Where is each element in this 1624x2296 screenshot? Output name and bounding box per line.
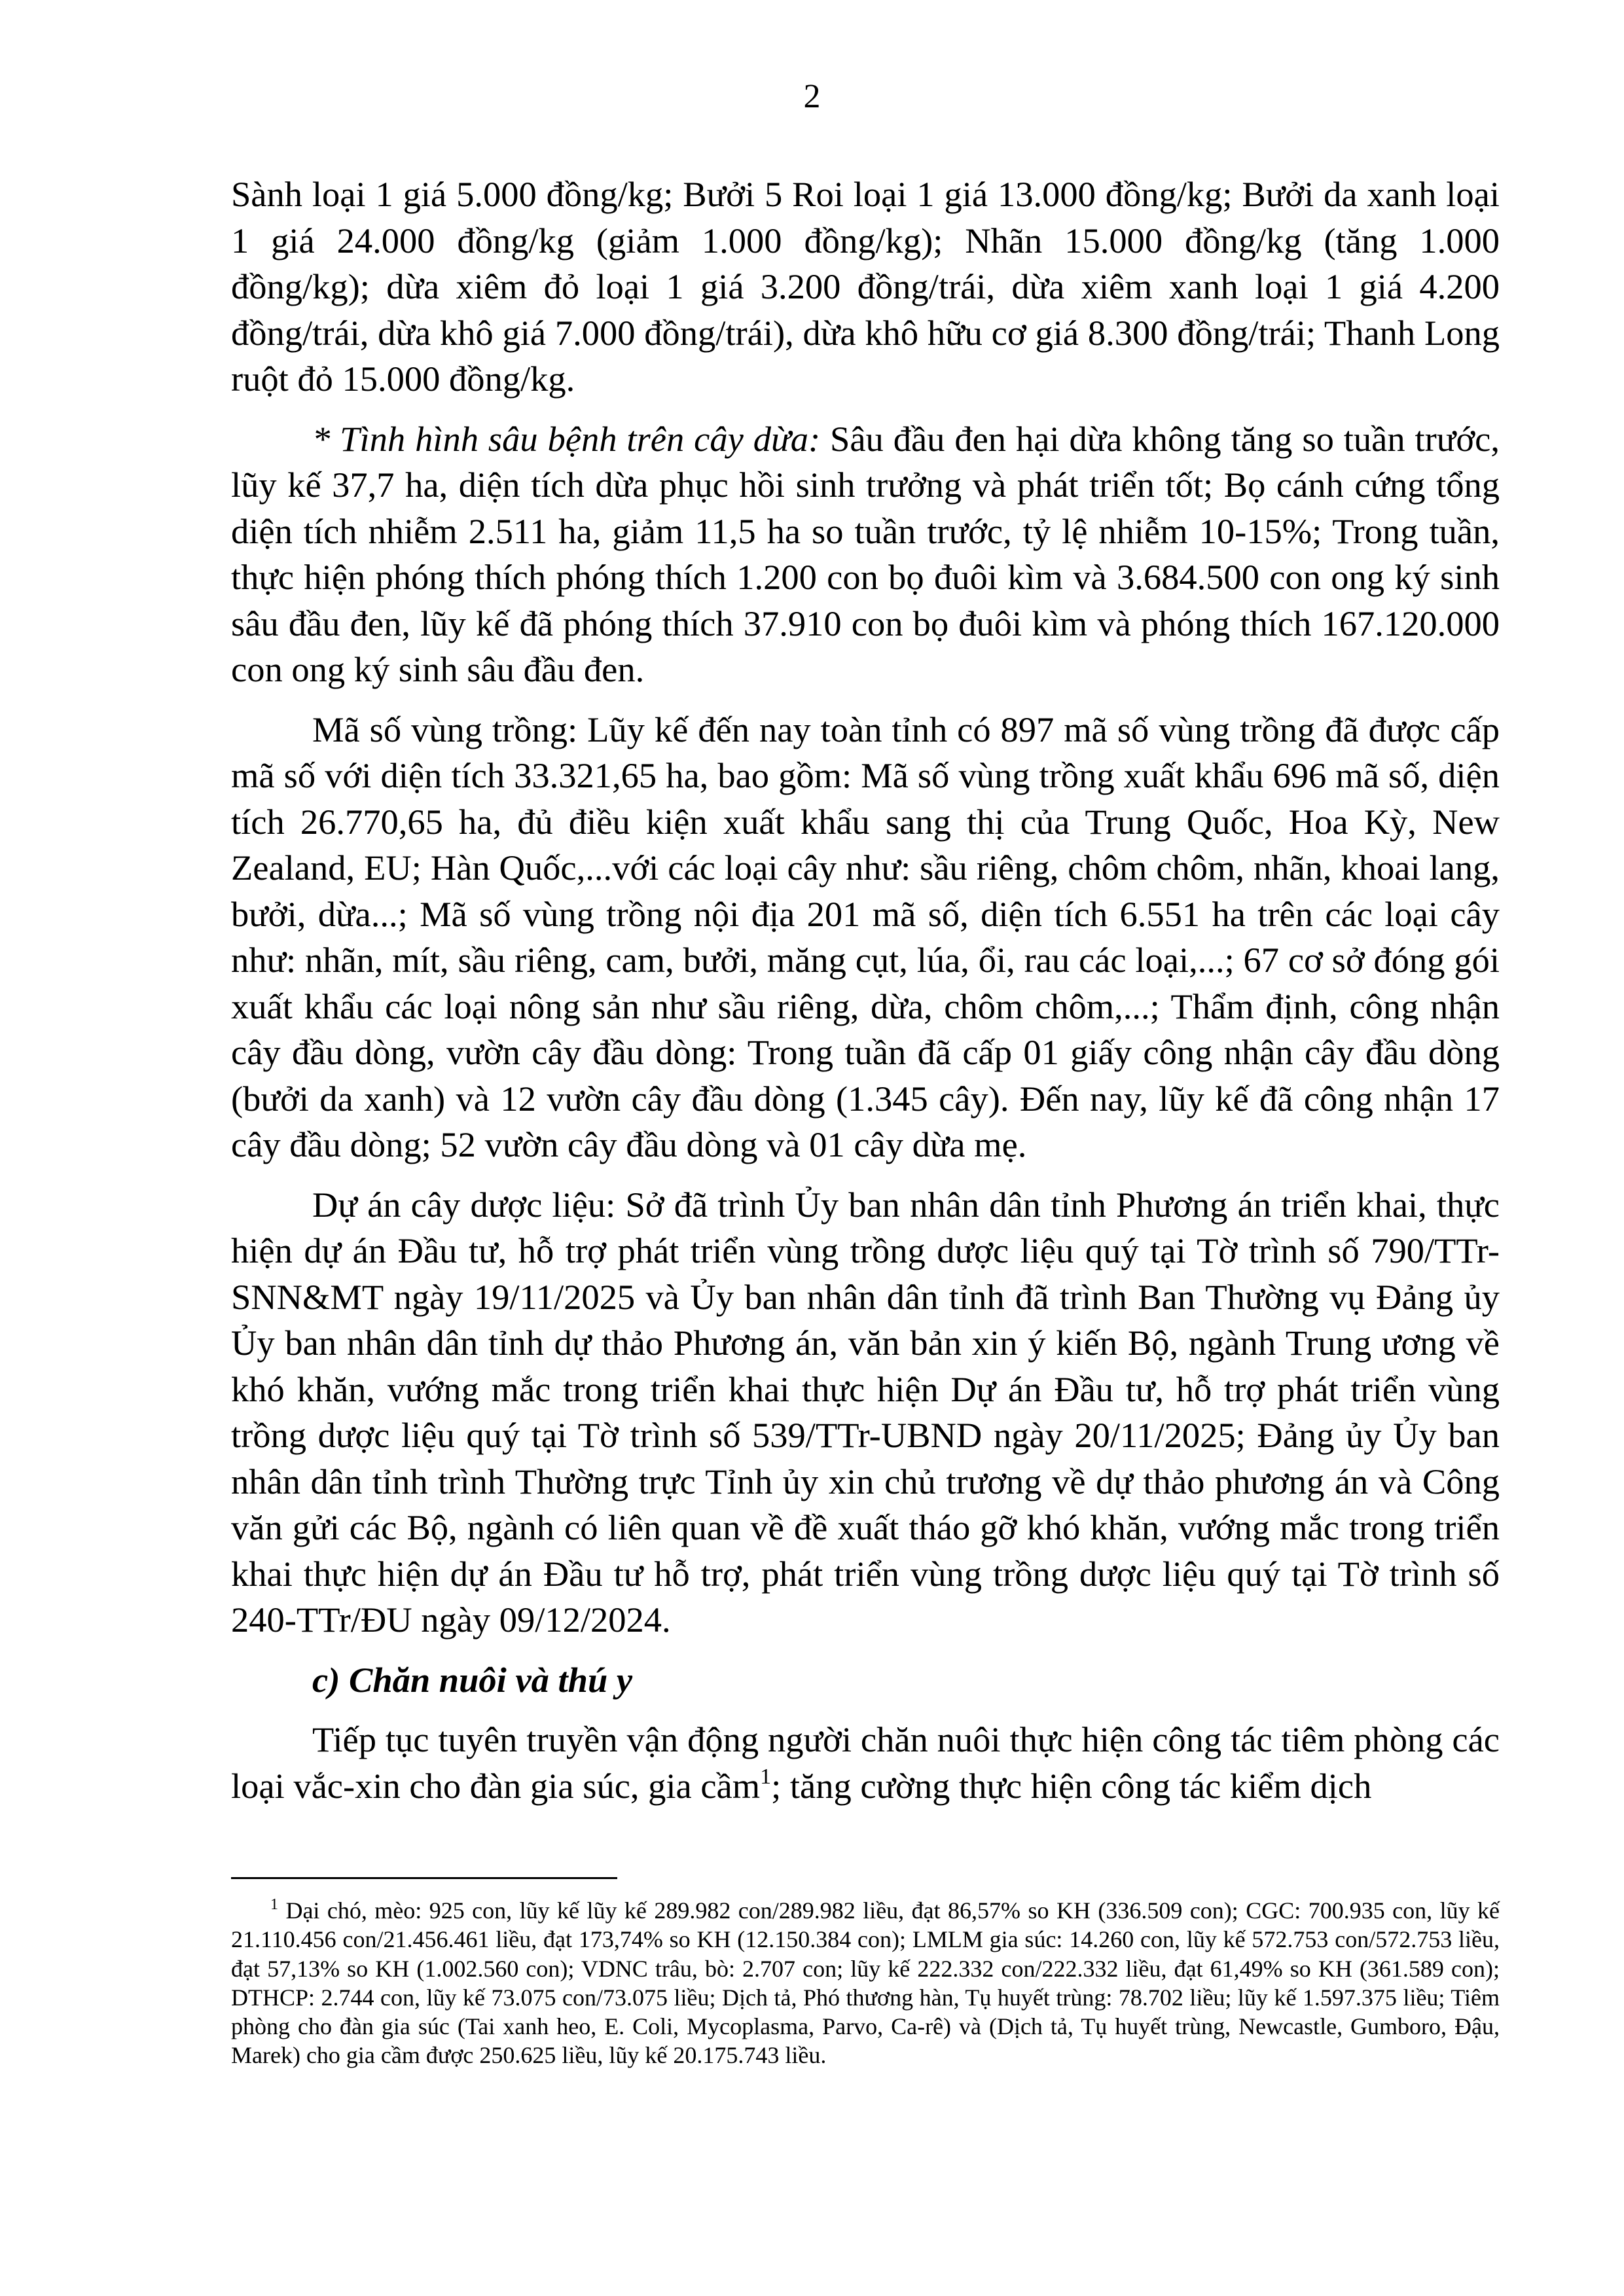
footnote-marker: 1 xyxy=(270,1896,278,1913)
document-body xyxy=(231,171,1500,1823)
footnote xyxy=(231,1896,1500,2070)
section-heading-livestock: c) Chăn nuôi và thú y xyxy=(312,1659,633,1700)
footnote-separator xyxy=(231,1877,617,1879)
coconut-pests-lead: * Tình hình sâu bệnh trên cây dừa: xyxy=(312,418,821,459)
footnote-reference[interactable]: 1 xyxy=(760,1764,772,1789)
page-number: 2 xyxy=(803,78,821,115)
livestock-text-start: Tiếp tục tuyên truyền vận động người chăn nuôi thực hiện công tác tiêm phòng các loại vắc-xin cho đàn gia súc, gia cầm xyxy=(231,1719,1500,1806)
paragraph-fruit-prices: Sành loại 1 giá 5.000 đồng/kg; Bưởi 5 Roi loại 1 giá 13.000 đồng/kg; Bưởi da xanh loại 1 giá 24.000 đồng/kg (giảm 1.000 đồng/kg); Nhãn 15.000 đồng/kg (tăng 1.000 đồng/kg); dừa xiêm đỏ loại 1 giá 3.200 đồng/trái, dừa xiêm xanh loại 1 giá 4.200 đồng/trái, dừa khô giá 7.000 đồng/trái), dừa khô hữu cơ giá 8.300 đồng/trái; Thanh Long ruột đỏ 15.000 đồng/kg. xyxy=(231,174,1500,399)
paragraph-livestock-vaccination xyxy=(231,1717,1500,1809)
paragraph-coconut-pests xyxy=(231,416,1500,693)
coconut-pests-body: Sâu đầu đen hại dừa không tăng so tuần trước, lũy kế 37,7 ha, diện tích dừa phục hồi sinh trưởng và phát triển tốt; Bọ cánh cứng tổng diện tích nhiễm 2.511 ha, giảm 11,5 ha so tuần trước, tỷ lệ nhiễm 10-15%; Trong tuần, thực hiện phóng thích phóng thích 1.200 con bọ đuôi kìm và 3.684.500 con ong ký sinh sâu đầu đen, lũy kế đã phóng thích 37.910 con bọ đuôi kìm và phóng thích 167.120.000 con ong ký sinh sâu đầu đen. xyxy=(231,418,1500,689)
paragraph-growing-area-codes: Mã số vùng trồng: Lũy kế đến nay toàn tỉnh có 897 mã số vùng trồng đã được cấp mã số với diện tích 33.321,65 ha, bao gồm: Mã số vùng trồng xuất khẩu 696 mã số, diện tích 26.770,65 ha, đủ điều kiện xuất khẩu sang thị của Trung Quốc, Hoa Kỳ, New Zealand, EU; Hàn Quốc,...với các loại cây như: sầu riêng, chôm chôm, nhãn, khoai lang, bưởi, dừa...; Mã số vùng trồng nội địa 201 mã số, diện tích 6.551 ha trên các loại cây như: nhãn, mít, sầu riêng, cam, bưởi, măng cụt, lúa, ổi, rau các loại,...; 67 cơ sở đóng gói xuất khẩu các loại nông sản như sầu riêng, dừa, chôm chôm,...; Thẩm định, công nhận cây đầu dòng, vườn cây đầu dòng: Trong tuần đã cấp 01 giấy công nhận cây đầu dòng (bưởi da xanh) và 12 vườn cây đầu dòng (1.345 cây). Đến nay, lũy kế đã công nhận 17 cây đầu dòng; 52 vườn cây đầu dòng và 01 cây dừa mẹ. xyxy=(231,709,1500,1164)
livestock-text-end: ; tăng cường thực hiện công tác kiểm dịch xyxy=(771,1765,1372,1806)
paragraph-medicinal-plants-project: Dự án cây dược liệu: Sở đã trình Ủy ban nhân dân tỉnh Phương án triển khai, thực hiện dự án Đầu tư, hỗ trợ phát triển vùng trồng dược liệu quý tại Tờ trình số 790/TTr-SNN&MT ngày 19/11/2025 và Ủy ban nhân dân tỉnh đã trình Ban Thường vụ Đảng ủy Ủy ban nhân dân tỉnh dự thảo Phương án, văn bản xin ý kiến Bộ, ngành Trung ương về khó khăn, vướng mắc trong triển khai thực hiện Dự án Đầu tư, hỗ trợ phát triển vùng trồng dược liệu quý tại Tờ trình số 539/TTr-UBND ngày 20/11/2025; Đảng ủy Ủy ban nhân dân tỉnh trình Thường trực Tỉnh ủy xin chủ trương về dự thảo phương án và Công văn gửi các Bộ, ngành có liên quan về đề xuất tháo gỡ khó khăn, vướng mắc trong triển khai thực hiện dự án Đầu tư hỗ trợ, phát triển vùng trồng dược liệu quý tại Tờ trình số 240-TTr/ĐU ngày 09/12/2024. xyxy=(231,1184,1500,1640)
footnote-text: Dại chó, mèo: 925 con, lũy kế lũy kế 289.982 con/289.982 liều, đạt 86,57% so KH (336.509 con); CGC: 700.935 con, lũy kế 21.110.456 con/21.456.461 liều, đạt 173,74% so KH (12.150.384 con); LMLM gia súc: 14.260 con, lũy kế 572.753 con/572.753 liều, đạt 57,13% so KH (1.002.560 con); VDNC trâu, bò: 2.707 con; lũy kế 222.332 con/222.332 liều, đạt 61,49% so KH (361.589 con); DTHCP: 2.744 con, lũy kế 73.075 con/73.075 liều; Dịch tả, Phó thương hàn, Tụ huyết trùng: 78.702 liều; lũy kế 1.597.375 liều; Tiêm phòng cho đàn gia súc (Tai xanh heo, E. Coli, Mycoplasma, Parvo, Ca-rê) và (Dịch tả, Tụ huyết trùng, Newcastle, Gumboro, Đậu, Marek) cho gia cầm được 250.625 liều, lũy kế 20.175.743 liều. xyxy=(231,1897,1500,2069)
